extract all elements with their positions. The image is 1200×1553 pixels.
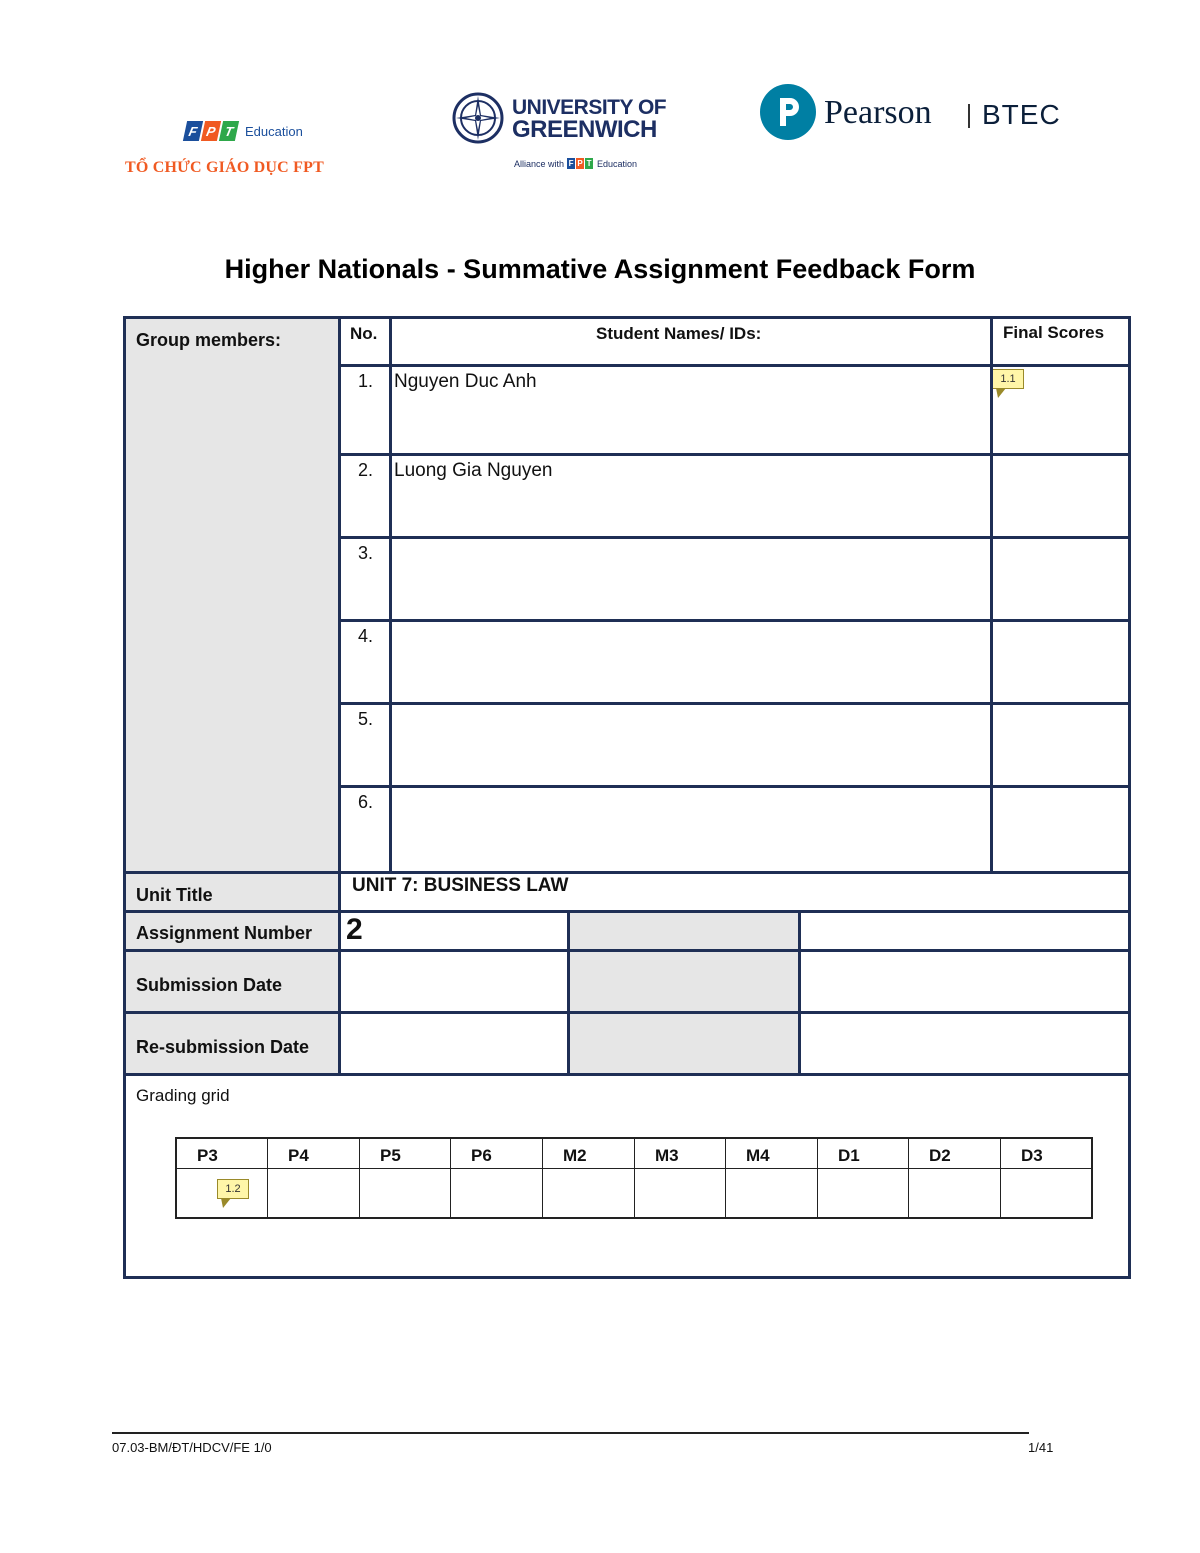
comment-label: 1.2 [217, 1179, 249, 1199]
member-1-no: 1. [358, 371, 374, 391]
resubmission-date-label: Re-submission Date [136, 1037, 310, 1057]
page-title: Higher Nationals - Summative Assignment Feedback Form [224, 254, 976, 284]
alliance-prefix: Alliance with [514, 158, 565, 169]
assignment-number-label: Assignment Number [136, 923, 313, 943]
pearson-p-icon [760, 84, 816, 140]
alliance-suffix: Education [597, 158, 638, 169]
fpt-letter-f: F [183, 121, 203, 141]
divider-member-row [338, 453, 1131, 456]
member-5-no: 5. [358, 709, 374, 729]
divider-member-row [338, 619, 1131, 622]
submission-date-label: Submission Date [136, 975, 283, 995]
divider-label-col [338, 319, 341, 1076]
header-student-names: Student Names/ IDs: [596, 324, 762, 343]
grid-col-divider [359, 1139, 360, 1217]
grid-col-divider [908, 1139, 909, 1217]
grid-col-divider [267, 1139, 268, 1217]
fpt-education-logo [125, 115, 365, 185]
comment-marker-1-1[interactable] [992, 369, 1024, 391]
comment-tail-icon [221, 1198, 231, 1208]
mini-fpt-logo [567, 158, 594, 169]
grade-header-d2: D2 [929, 1146, 951, 1165]
member-2-name[interactable]: Luong Gia Nguyen [394, 460, 553, 481]
comment-marker-1-2[interactable] [217, 1179, 249, 1201]
grade-header-d1: D1 [838, 1146, 860, 1165]
footer-rule [112, 1432, 1029, 1434]
divider-resubmission-row [126, 1011, 1131, 1014]
fpt-org-name: TỔ CHỨC GIÁO DỤC FPT [125, 159, 324, 176]
grid-col-divider [634, 1139, 635, 1217]
divider-header-row [338, 364, 1131, 367]
divider-grading-row [126, 1073, 1131, 1076]
feedback-form [123, 316, 1131, 1279]
submission-grey-cell [570, 952, 798, 1011]
grade-header-p5: P5 [380, 1146, 401, 1165]
divider-mid-col-1 [567, 913, 570, 1076]
assignment-grey-cell [570, 913, 798, 949]
greenwich-line1: UNIVERSITY OF [512, 96, 667, 119]
fpt-wordmark [185, 121, 303, 141]
unit-title-cell [126, 874, 338, 910]
divider-member-row [338, 702, 1131, 705]
divider-score-col [990, 319, 993, 871]
grade-header-d3: D3 [1021, 1146, 1043, 1165]
group-members-cell [126, 319, 338, 871]
divider-unit-title-row [126, 871, 1131, 874]
member-4-no: 4. [358, 626, 374, 646]
submission-date-cell [126, 952, 338, 1011]
grade-header-m2: M2 [563, 1146, 587, 1165]
grade-header-p3: P3 [197, 1146, 218, 1165]
member-2-no: 2. [358, 460, 374, 480]
footer-page-number: 1/41 [1028, 1440, 1054, 1455]
greenwich-line2: GREENWICH [512, 116, 657, 143]
mini-fpt-t: T [586, 159, 592, 168]
member-3-no: 3. [358, 543, 374, 563]
unit-title-label: Unit Title [136, 885, 213, 905]
divider-member-row [338, 536, 1131, 539]
comment-label: 1.1 [992, 369, 1024, 389]
divider-member-row [338, 785, 1131, 788]
divider-mid-col-2 [798, 913, 801, 1076]
header-no: No. [350, 324, 378, 343]
grading-grid-label: Grading grid [136, 1086, 230, 1105]
greenwich-logo [452, 90, 667, 180]
grade-header-p4: P4 [288, 1146, 309, 1165]
pearson-separator [968, 104, 970, 128]
mini-fpt-p: P [577, 159, 583, 168]
grid-col-divider [817, 1139, 818, 1217]
grade-header-m4: M4 [746, 1146, 770, 1165]
fpt-letter-t: T [219, 121, 239, 141]
footer-doc-code: 07.03-BM/ĐT/HDCV/FE 1/0 [112, 1440, 272, 1455]
unit-title-value[interactable]: UNIT 7: BUSINESS LAW [352, 875, 569, 896]
pearson-btec-logo [760, 84, 1060, 148]
grade-header-p6: P6 [471, 1146, 492, 1165]
mini-fpt-f: F [568, 159, 574, 168]
group-members-label: Group members: [136, 330, 282, 350]
fpt-education-text: Education [245, 123, 303, 139]
resubmission-grey-cell [570, 1014, 798, 1073]
member-1-name[interactable]: Nguyen Duc Anh [394, 371, 537, 392]
pearson-btec: BTEC [982, 99, 1061, 130]
pearson-word: Pearson [824, 94, 932, 131]
comment-tail-icon [996, 388, 1006, 398]
grid-col-divider [725, 1139, 726, 1217]
grade-header-m3: M3 [655, 1146, 679, 1165]
header-final-scores: Final Scores [1003, 323, 1105, 342]
grading-grid [175, 1137, 1093, 1219]
assignment-number-cell [126, 913, 338, 949]
compass-emblem-icon [452, 92, 504, 144]
divider-no-col [389, 319, 392, 871]
grid-col-divider [450, 1139, 451, 1217]
resubmission-date-cell [126, 1014, 338, 1073]
grid-col-divider [1000, 1139, 1001, 1217]
member-6-no: 6. [358, 792, 374, 812]
greenwich-alliance [514, 158, 637, 169]
grid-col-divider [542, 1139, 543, 1217]
divider-assignment-row [126, 910, 1131, 913]
divider-submission-row [126, 949, 1131, 952]
fpt-letter-p: P [201, 121, 221, 141]
assignment-number-value[interactable]: 2 [346, 913, 363, 946]
